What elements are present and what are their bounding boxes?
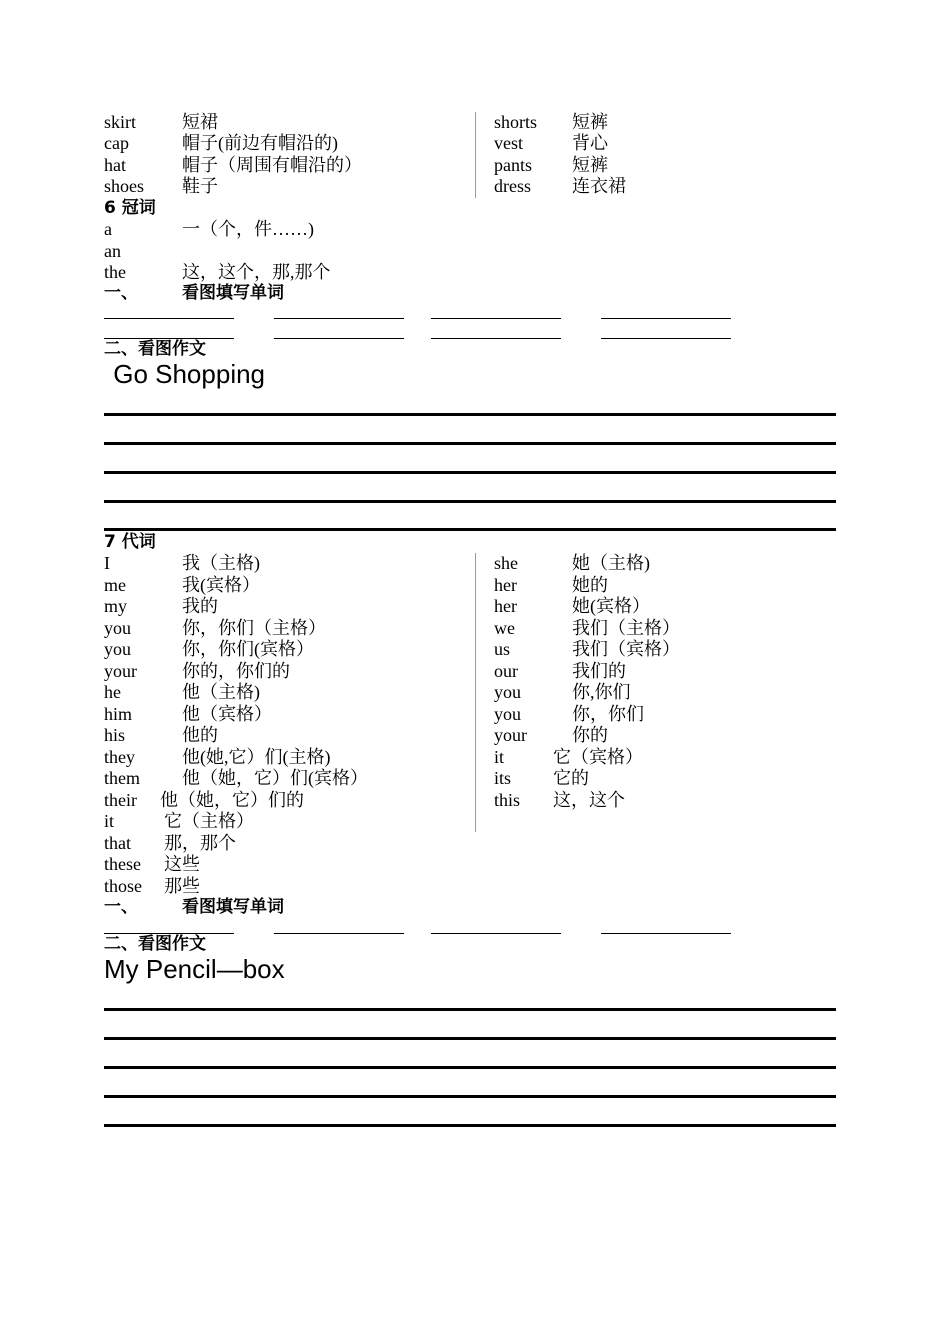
fill-blank[interactable]: [601, 338, 731, 339]
vocab-en: you: [494, 704, 521, 724]
vocab-cn: 那，那个: [164, 833, 236, 853]
vocab-cn: 你，你们(宾格）: [182, 639, 314, 659]
vocab-cn: 他（宾格）: [182, 704, 272, 724]
vocab-cn: 你的: [572, 725, 608, 745]
fill-blank[interactable]: [431, 933, 561, 934]
vocab-cn: 一（个，件……): [182, 219, 314, 239]
vocab-en: she: [494, 553, 518, 573]
vocab-en: him: [104, 704, 133, 724]
vocab-en: cap: [104, 133, 129, 153]
fill-blank[interactable]: [431, 338, 561, 339]
vocab-cn: 我(宾格）: [182, 575, 260, 595]
task-label: 看图填写单词: [182, 283, 284, 303]
vocab-cn: 我的: [182, 596, 218, 616]
vocab-en: a: [104, 219, 112, 239]
vocab-cn: 你，你们（主格）: [182, 618, 326, 638]
vocab-en: vest: [494, 133, 523, 153]
vocab-cn: 短裤: [572, 155, 608, 175]
vocab-cn: 你的，你们的: [182, 661, 290, 681]
vocab-en: you: [104, 639, 131, 659]
writing-line[interactable]: [104, 1124, 836, 1127]
vocab-en: their: [104, 790, 137, 810]
vocab-en: this: [494, 790, 521, 810]
vocab-cn: 他（她，它）们(宾格）: [182, 768, 368, 788]
vocab-cn: 他的: [182, 725, 218, 745]
writing-line[interactable]: [104, 1066, 836, 1069]
vocab-en: pants: [494, 155, 532, 175]
vocab-cn: 这，这个，那,那个: [182, 262, 331, 282]
vocab-en: your: [104, 661, 137, 681]
essay-title: Go Shopping: [106, 359, 266, 389]
writing-line[interactable]: [104, 1095, 836, 1098]
writing-line[interactable]: [104, 500, 836, 503]
vocab-cn: 她(宾格）: [572, 596, 650, 616]
vocab-cn: 那些: [164, 876, 200, 896]
vocab-en: her: [494, 575, 517, 595]
vocab-en: they: [104, 747, 135, 767]
section-heading: 6 冠词: [104, 198, 156, 218]
essay-title: My Pencil—box: [104, 954, 285, 984]
vocab-en: those: [104, 876, 142, 896]
vocab-en: we: [494, 618, 515, 638]
vocab-en: its: [494, 768, 512, 788]
vocab-en: your: [494, 725, 527, 745]
vocab-en: you: [494, 682, 521, 702]
fill-blank[interactable]: [601, 933, 731, 934]
task-number: 一、: [104, 283, 138, 303]
writing-line[interactable]: [104, 471, 836, 474]
vocab-en: our: [494, 661, 518, 681]
vocab-en: the: [104, 262, 126, 282]
writing-line[interactable]: [104, 1037, 836, 1040]
writing-line[interactable]: [104, 442, 836, 445]
vocab-cn: 他（主格): [182, 682, 260, 702]
writing-line[interactable]: [104, 528, 836, 531]
vocab-en: shorts: [494, 112, 538, 132]
vocab-en: shoes: [104, 176, 144, 196]
vocab-en: I: [104, 553, 110, 573]
vocab-cn: 她的: [572, 575, 608, 595]
fill-blank[interactable]: [601, 318, 731, 319]
vocab-en: her: [494, 596, 517, 616]
vocab-cn: 我（主格): [182, 553, 260, 573]
vocab-cn: 它（宾格）: [553, 747, 643, 767]
vocab-cn: 她（主格): [572, 553, 650, 573]
writing-line[interactable]: [104, 413, 836, 416]
task-label: 看图填写单词: [182, 897, 284, 917]
fill-blank[interactable]: [274, 318, 404, 319]
task-label: 二、看图作文: [104, 934, 206, 954]
vocab-en: my: [104, 596, 128, 616]
vocab-en: hat: [104, 155, 126, 175]
vocab-cn: 它（主格）: [164, 811, 254, 831]
task-label: 二、看图作文: [104, 339, 206, 359]
vocab-en: dress: [494, 176, 531, 196]
vocab-cn: 这，这个: [553, 790, 625, 810]
vocab-cn: 我们（宾格）: [572, 639, 680, 659]
writing-line[interactable]: [104, 1008, 836, 1011]
vocab-cn: 帽子（周围有帽沿的）: [182, 155, 362, 175]
vocab-en: skirt: [104, 112, 137, 132]
vocab-cn: 它的: [553, 768, 589, 788]
vocab-en: that: [104, 833, 131, 853]
column-divider: [475, 553, 476, 832]
vocab-cn: 我们的: [572, 661, 626, 681]
vocab-en: it: [494, 747, 505, 767]
vocab-cn: 你，你们: [572, 704, 644, 724]
vocab-en: you: [104, 618, 131, 638]
vocab-en: us: [494, 639, 511, 659]
vocab-en: me: [104, 575, 126, 595]
vocab-cn: 他(她,它）们(主格): [182, 747, 331, 767]
vocab-cn: 连衣裙: [572, 176, 626, 196]
vocab-cn: 短裤: [572, 112, 608, 132]
fill-blank[interactable]: [431, 318, 561, 319]
vocab-en: an: [104, 241, 121, 261]
vocab-cn: 背心: [572, 133, 608, 153]
vocab-en: it: [104, 811, 115, 831]
vocab-cn: 这些: [164, 854, 200, 874]
vocab-en: he: [104, 682, 121, 702]
vocab-cn: 鞋子: [182, 176, 218, 196]
section-heading: 7 代词: [104, 532, 156, 552]
vocab-cn: 我们（主格）: [572, 618, 680, 638]
vocab-en: these: [104, 854, 141, 874]
vocab-cn: 他（她，它）们的: [160, 790, 304, 810]
task-number: 一、: [104, 897, 138, 917]
fill-blank[interactable]: [274, 338, 404, 339]
vocab-en: them: [104, 768, 140, 788]
fill-blank[interactable]: [274, 933, 404, 934]
vocab-cn: 短裙: [182, 112, 218, 132]
fill-blank[interactable]: [104, 318, 234, 319]
vocab-cn: 你,你们: [572, 682, 631, 702]
column-divider: [475, 112, 476, 198]
vocab-en: his: [104, 725, 126, 745]
vocab-cn: 帽子(前边有帽沿的): [182, 133, 338, 153]
